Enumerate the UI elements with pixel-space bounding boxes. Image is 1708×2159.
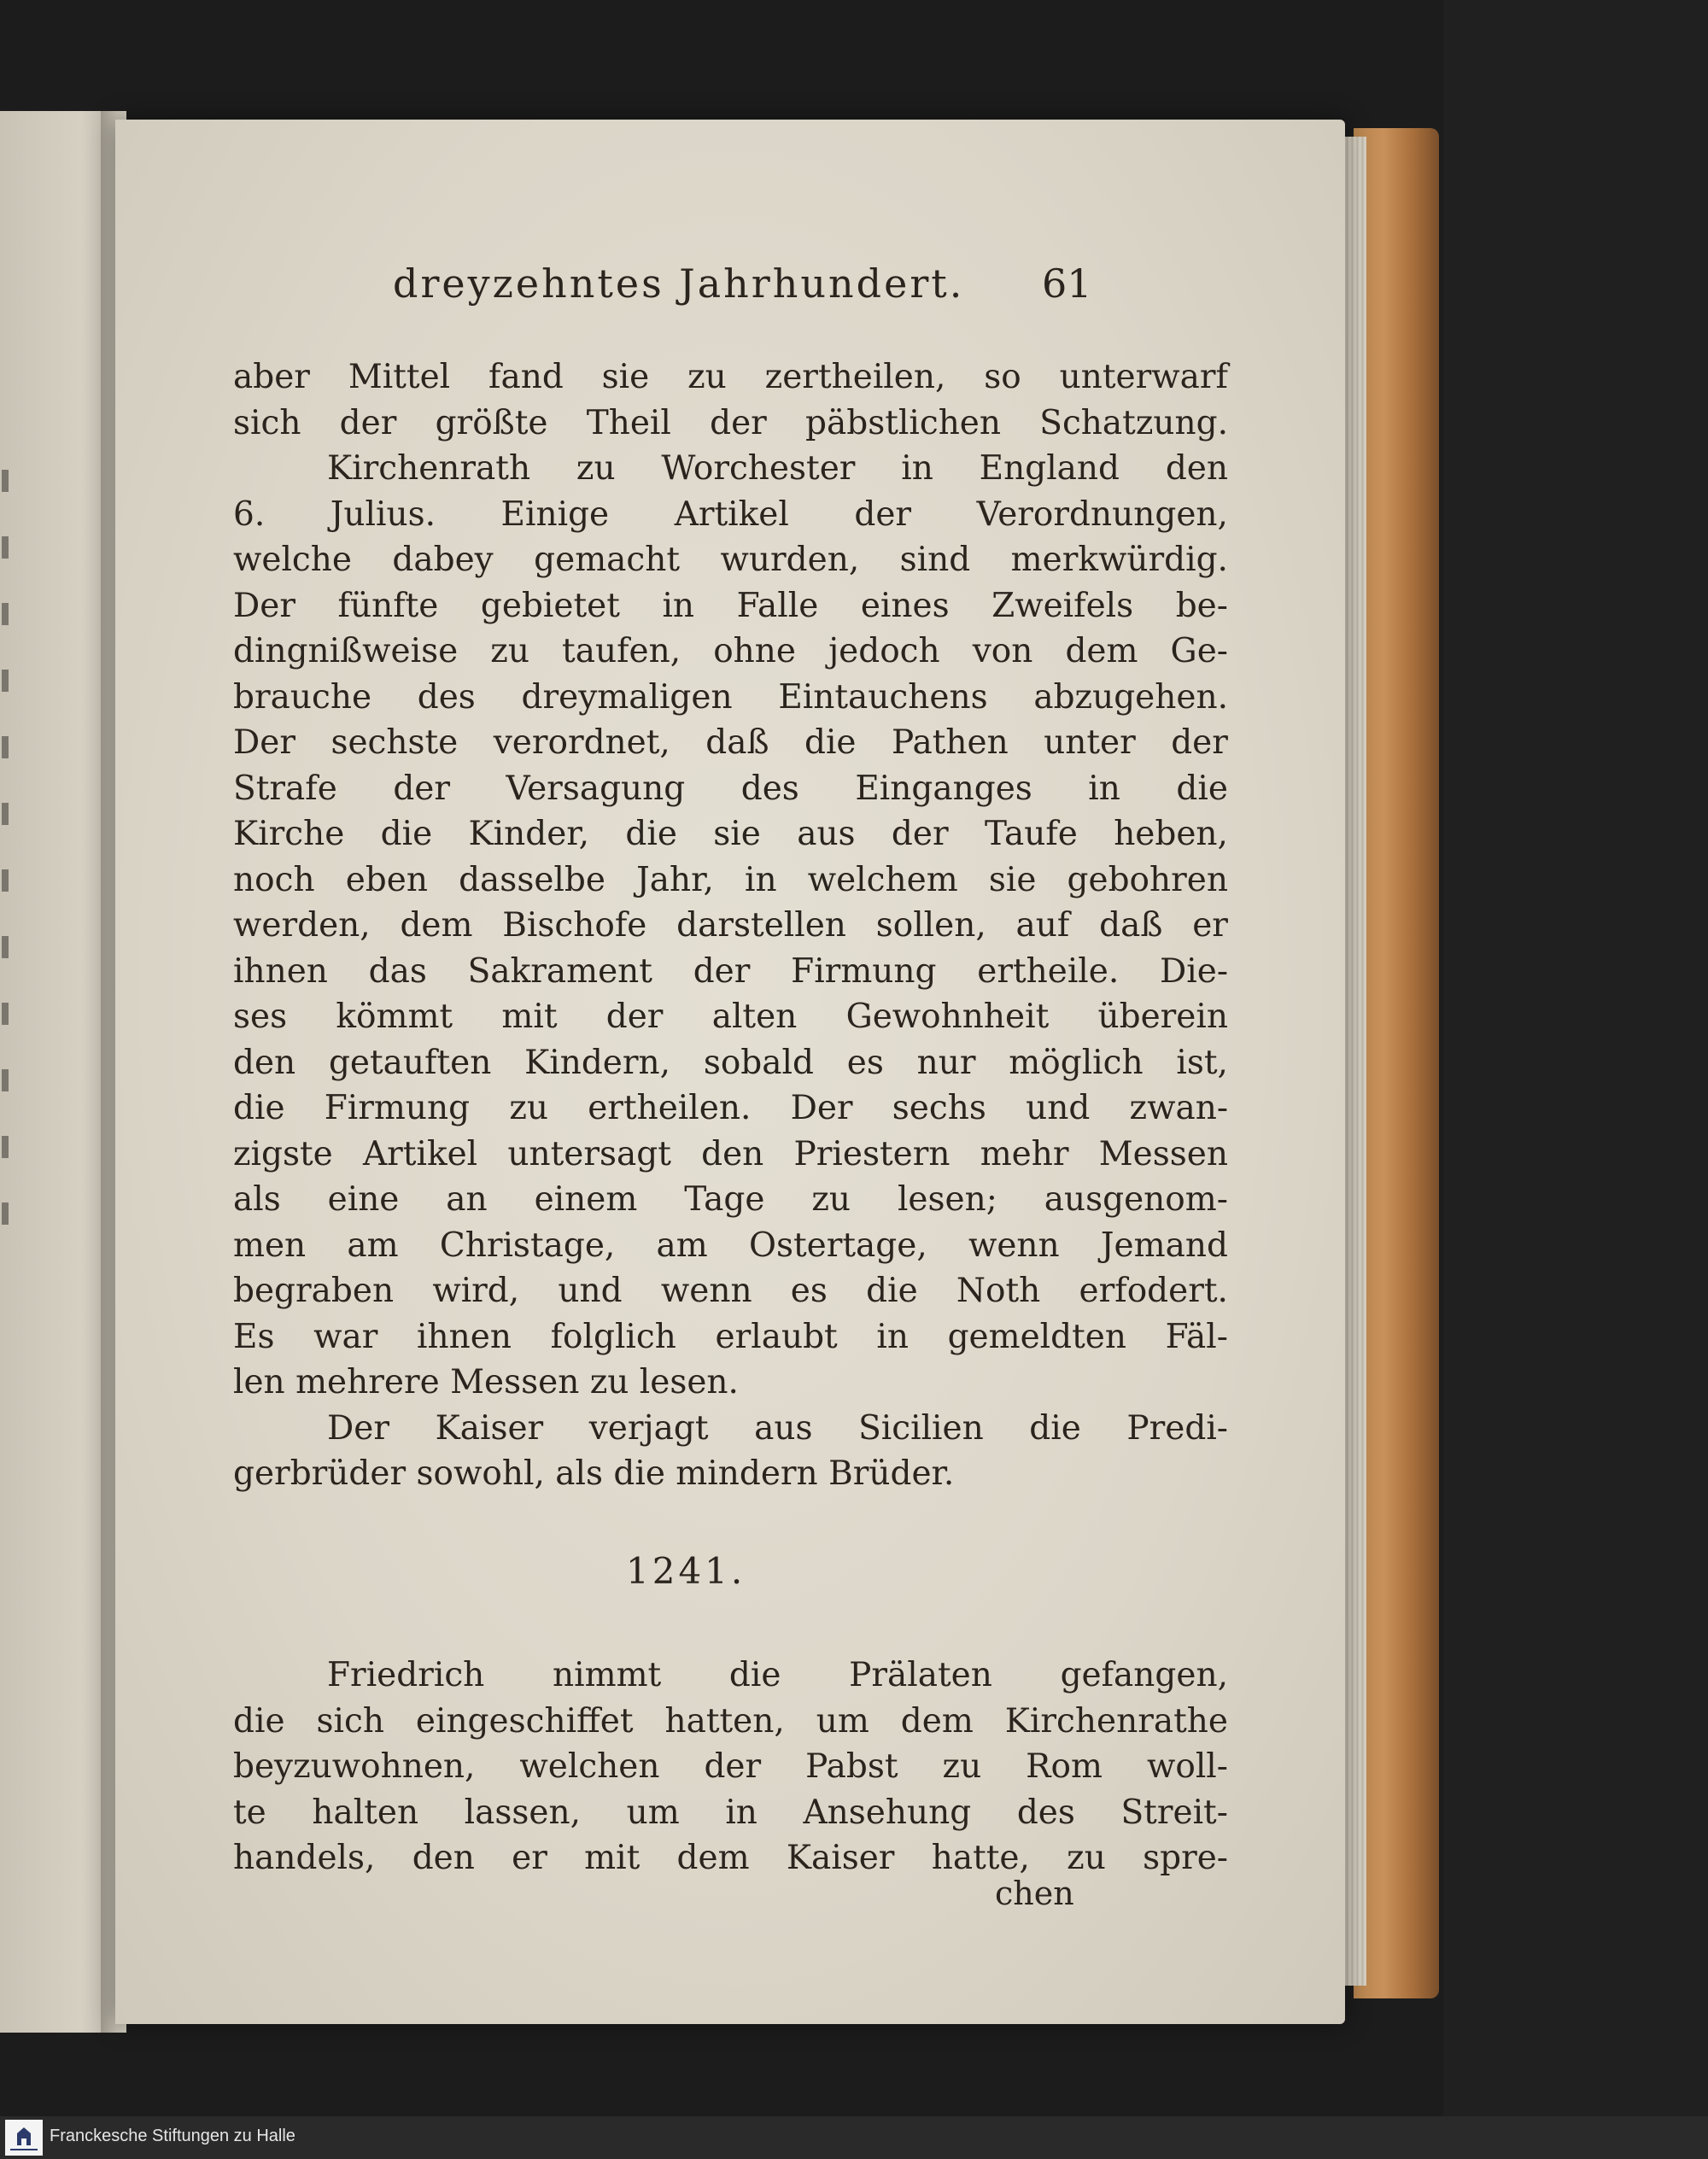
- text-line: handels, den er mit dem Kaiser hatte, zu spre-: [233, 1839, 1228, 1877]
- dark-background: [1443, 0, 1708, 2116]
- text-line: Kirche die Kinder, die sie aus der Taufe heben,: [233, 815, 1228, 853]
- text-line: men am Christage, am Ostertage, wenn Jemand: [233, 1226, 1228, 1265]
- text-line: Friedrich nimmt die Prälaten gefangen,: [327, 1656, 1228, 1694]
- text-line: Der fünfte gebietet in Falle eines Zweifels be-: [233, 586, 1228, 625]
- institution-name: Franckesche Stiftungen zu Halle: [50, 2127, 295, 2145]
- catchword: chen: [995, 1875, 1074, 1912]
- text-line: 6. Julius. Einige Artikel der Verordnungen,: [233, 494, 1228, 534]
- text-line: brauche des dreymaligen Eintauchens abzugehen.: [233, 677, 1228, 717]
- running-head: dreyzehntes Jahrhundert.: [393, 260, 965, 307]
- text-line: begraben wird, und wenn es die Noth erfodert.: [233, 1272, 1228, 1310]
- viewer-footer: [0, 2116, 1708, 2159]
- right-page: [115, 120, 1345, 2024]
- left-page-text-fragments: [2, 470, 19, 1238]
- text-line: Kirchenrath zu Worchester in England den: [327, 449, 1228, 488]
- text-line: Strafe der Versagung des Einganges in die: [233, 769, 1228, 808]
- text-line: beyzuwohnen, welchen der Pabst zu Rom woll-: [233, 1747, 1228, 1786]
- text-line: ihnen das Sakrament der Firmung ertheile. Die-: [233, 951, 1228, 991]
- text-line: Es war ihnen folglich erlaubt in gemeldten Fäl-: [233, 1317, 1228, 1356]
- text-line: als eine an einem Tage zu lesen; ausgenom-: [233, 1180, 1228, 1219]
- paragraph-1241: [233, 1653, 1228, 1881]
- text-line: die Firmung zu ertheilen. Der sechs und zwan-: [233, 1089, 1228, 1127]
- text-line: gerbrüder sowohl, als die mindern Brüder.: [233, 1454, 955, 1493]
- text-line: sich der größte Theil der päbstlichen Schatzung.: [233, 403, 1228, 442]
- text-line: aber Mittel fand sie zu zertheilen, so unterwarf: [233, 358, 1228, 396]
- book-cover-edge: [1354, 128, 1439, 1998]
- paragraph-main: [233, 354, 1228, 1497]
- text-line: zigste Artikel untersagt den Priestern mehr Messen: [233, 1134, 1228, 1173]
- year-heading: 1241.: [626, 1550, 746, 1592]
- page-number: 61: [1042, 260, 1092, 307]
- text-line: ses kömmt mit der alten Gewohnheit überein: [233, 998, 1228, 1036]
- text-line: te halten lassen, um in Ansehung des Streit-: [233, 1793, 1228, 1832]
- text-line: werden, dem Bischofe darstellen sollen, auf daß er: [233, 906, 1228, 945]
- institution-logo-icon: [5, 2120, 43, 2156]
- text-line: welche dabey gemacht wurden, sind merkwürdig.: [233, 541, 1228, 579]
- text-line: noch eben dasselbe Jahr, in welchem sie gebohren: [233, 860, 1228, 899]
- text-line: den getauften Kindern, sobald es nur möglich ist,: [233, 1043, 1228, 1082]
- text-line: Der Kaiser verjagt aus Sicilien die Predi-: [327, 1408, 1228, 1448]
- left-page-strip: [0, 111, 115, 2033]
- text-line: len mehrere Messen zu lesen.: [233, 1363, 739, 1401]
- text-line: dingnißweise zu taufen, ohne jedoch von dem Ge-: [233, 632, 1228, 670]
- text-line: Der sechste verordnet, daß die Pathen unter der: [233, 723, 1228, 762]
- text-line: die sich eingeschiffet hatten, um dem Kirchenrathe: [233, 1701, 1228, 1741]
